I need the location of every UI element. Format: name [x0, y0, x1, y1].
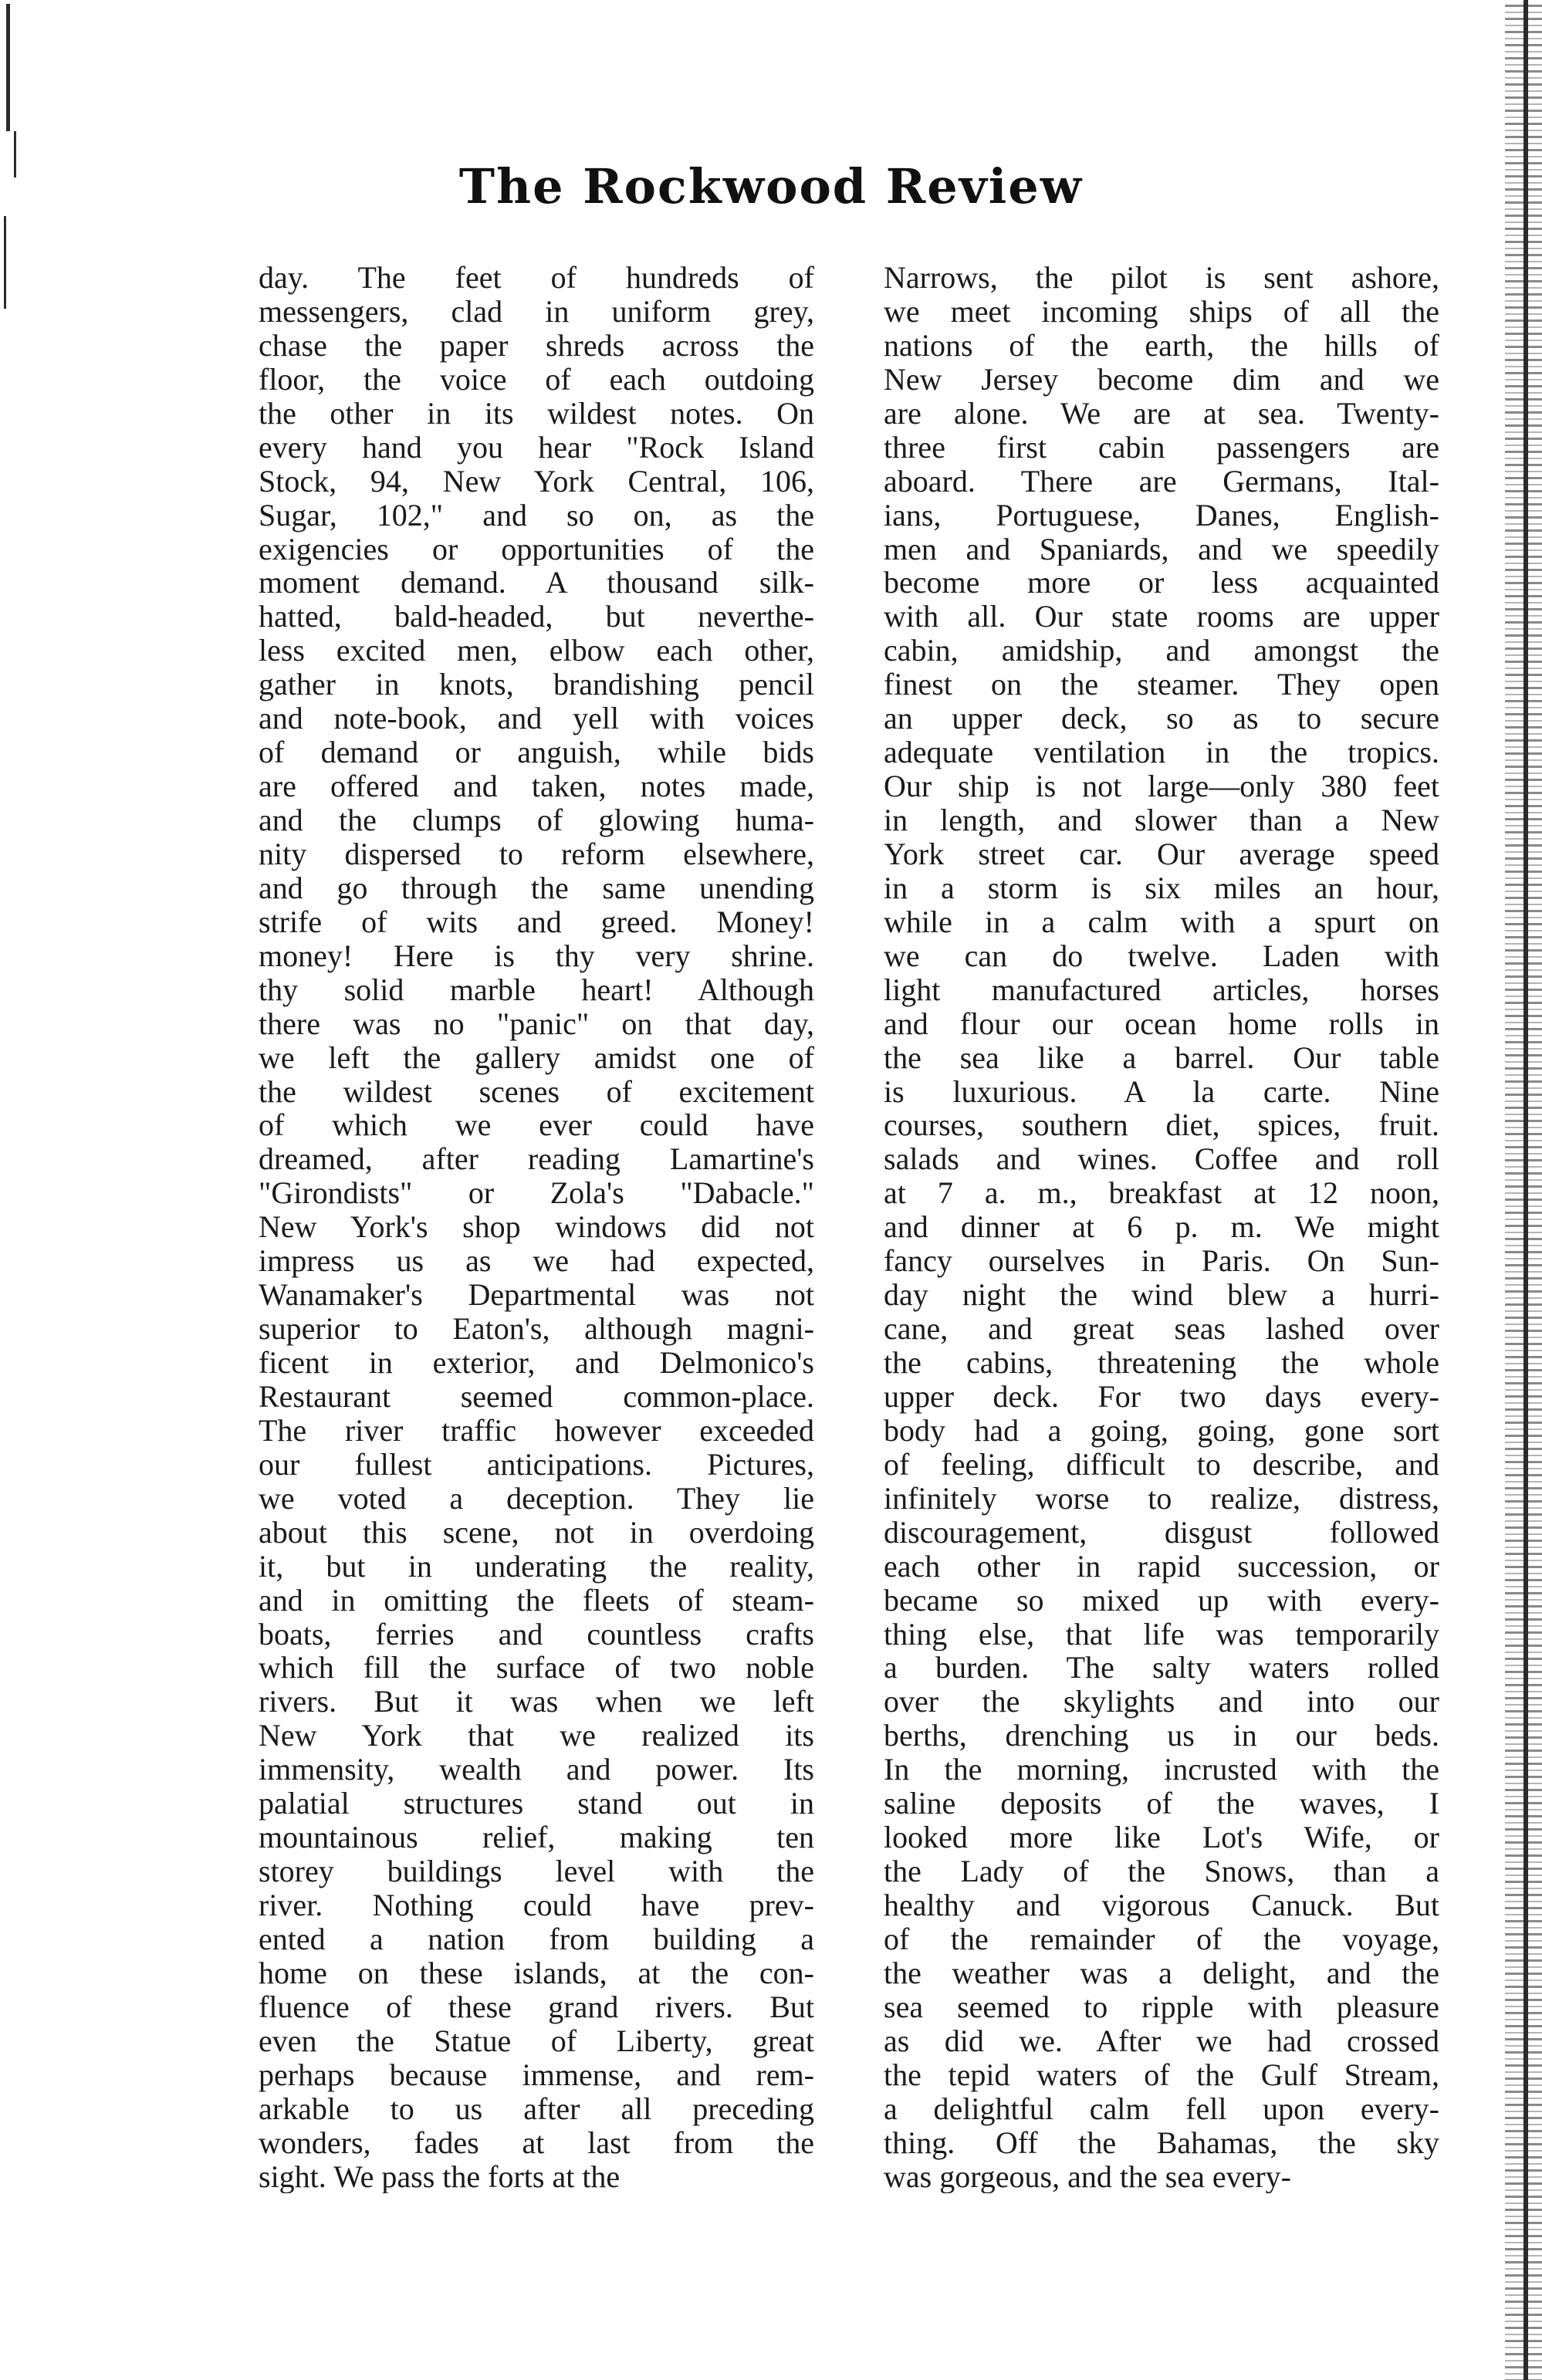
- text-line: each other in rapid succession, or: [884, 1549, 1439, 1584]
- text-line: are offered and taken, notes made,: [259, 769, 814, 803]
- text-line: are alone. We are at sea. Twenty-: [884, 396, 1439, 431]
- text-line: nity dispersed to reform elsewhere,: [259, 837, 814, 871]
- text-line: New York's shop windows did not: [259, 1210, 814, 1245]
- text-line: river. Nothing could have prev-: [259, 1888, 814, 1922]
- text-line: cane, and great seas lashed over: [884, 1312, 1439, 1346]
- text-line: courses, southern diet, spices, fruit.: [884, 1108, 1439, 1143]
- text-line: healthy and vigorous Canuck. But: [884, 1888, 1439, 1922]
- text-line: is luxurious. A la carte. Nine: [884, 1074, 1439, 1109]
- text-line: was gorgeous, and the sea every-: [884, 2159, 1291, 2194]
- text-line: a burden. The salty waters rolled: [884, 1651, 1439, 1685]
- text-line: the tepid waters of the Gulf Stream,: [884, 2057, 1439, 2092]
- text-line: the wildest scenes of excitement: [259, 1074, 814, 1109]
- text-line: discouragement, disgust followed: [884, 1515, 1439, 1550]
- text-line: mountainous relief, making ten: [259, 1820, 814, 1855]
- text-line: dreamed, after reading Lamartine's: [259, 1142, 814, 1177]
- text-line: of demand or anguish, while bids: [259, 735, 814, 770]
- text-line: we left the gallery amidst one of: [259, 1040, 814, 1075]
- text-line: New Jersey become dim and we: [884, 362, 1439, 397]
- text-line: thing. Off the Bahamas, the sky: [884, 2125, 1439, 2160]
- text-line: rivers. But it was when we left: [259, 1685, 814, 1719]
- text-line: chase the paper shreds across the: [259, 328, 814, 363]
- text-line: exigencies or opportunities of the: [259, 532, 814, 566]
- text-line: day night the wind blew a hurri-: [884, 1278, 1439, 1313]
- text-line: it, but in underating the reality,: [259, 1549, 814, 1584]
- text-line: Narrows, the pilot is sent ashore,: [884, 261, 1439, 295]
- text-line: fluence of these grand rivers. But: [259, 1990, 814, 2024]
- text-line: looked more like Lot's Wife, or: [884, 1820, 1439, 1855]
- text-line: floor, the voice of each outdoing: [259, 362, 814, 397]
- text-line: messengers, clad in uniform grey,: [259, 294, 814, 329]
- text-line: Restaurant seemed common-place.: [259, 1379, 814, 1414]
- text-line: and dinner at 6 p. m. We might: [884, 1210, 1439, 1245]
- text-line: cabin, amidship, and amongst the: [884, 634, 1439, 668]
- text-line: saline deposits of the waves, I: [884, 1787, 1439, 1821]
- text-line: an upper deck, so as to secure: [884, 701, 1439, 736]
- text-line: impress us as we had expected,: [259, 1244, 814, 1279]
- left-text-column: [259, 261, 814, 2193]
- text-line: perhaps because immense, and rem-: [259, 2057, 814, 2092]
- text-line: strife of wits and greed. Money!: [259, 904, 814, 939]
- text-line: York street car. Our average speed: [884, 837, 1439, 871]
- text-line: a delightful calm fell upon every-: [884, 2091, 1439, 2126]
- text-line: wonders, fades at last from the: [259, 2125, 814, 2160]
- text-line: the sea like a barrel. Our table: [884, 1040, 1439, 1075]
- running-header: The Rockwood Review: [458, 158, 1084, 215]
- text-line: nations of the earth, the hills of: [884, 328, 1439, 363]
- text-line: and note-book, and yell with voices: [259, 701, 814, 736]
- text-line: we meet incoming ships of all the: [884, 294, 1439, 329]
- text-line: of the remainder of the voyage,: [884, 1922, 1439, 1956]
- text-line: palatial structures stand out in: [259, 1787, 814, 1821]
- text-line: even the Statue of Liberty, great: [259, 2023, 814, 2058]
- text-line: gather in knots, brandishing pencil: [259, 668, 814, 702]
- text-line: sight. We pass the forts at the: [259, 2159, 621, 2194]
- text-line: at 7 a. m., breakfast at 12 noon,: [884, 1176, 1439, 1211]
- text-line: Wanamaker's Departmental was not: [259, 1278, 814, 1313]
- text-line: there was no "panic" on that day,: [259, 1006, 814, 1041]
- text-line: about this scene, not in overdoing: [259, 1515, 814, 1550]
- text-line: arkable to us after all preceding: [259, 2091, 814, 2126]
- text-line: Our ship is not large—only 380 feet: [884, 769, 1439, 803]
- text-line: finest on the steamer. They open: [884, 668, 1439, 702]
- text-line: ians, Portuguese, Danes, English-: [884, 498, 1439, 532]
- text-line: storey buildings level with the: [259, 1854, 814, 1888]
- text-line: in a storm is six miles an hour,: [884, 871, 1439, 905]
- text-line: our fullest anticipations. Pictures,: [259, 1447, 814, 1482]
- right-edge-scan-border-line: [1523, 0, 1528, 2380]
- text-line: In the morning, incrusted with the: [884, 1753, 1439, 1787]
- text-line: with all. Our state rooms are upper: [884, 600, 1439, 634]
- text-line: we can do twelve. Laden with: [884, 938, 1439, 973]
- text-line: of which we ever could have: [259, 1108, 814, 1143]
- text-line: New York that we realized its: [259, 1719, 814, 1753]
- text-line: aboard. There are Germans, Ital-: [884, 464, 1439, 499]
- left-margin-scan-mark: [4, 216, 6, 309]
- text-line: fancy ourselves in Paris. On Sun-: [884, 1244, 1439, 1279]
- text-line: and go through the same unending: [259, 871, 814, 905]
- text-line: body had a going, going, gone sort: [884, 1413, 1439, 1448]
- text-line: the other in its wildest notes. On: [259, 396, 814, 431]
- text-line: the weather was a delight, and the: [884, 1956, 1439, 1990]
- text-line: upper deck. For two days every-: [884, 1379, 1439, 1414]
- left-margin-scan-mark: [6, 4, 10, 131]
- text-line: The river traffic however exceeded: [259, 1413, 814, 1448]
- text-line: moment demand. A thousand silk-: [259, 566, 814, 600]
- text-line: while in a calm with a spurt on: [884, 904, 1439, 939]
- text-line: "Girondists" or Zola's "Dabacle.": [259, 1176, 814, 1211]
- text-line: men and Spaniards, and we speedily: [884, 532, 1439, 566]
- text-line: Stock, 94, New York Central, 106,: [259, 464, 814, 499]
- text-line: as did we. After we had crossed: [884, 2023, 1439, 2058]
- text-line: three first cabin passengers are: [884, 430, 1439, 465]
- text-line: of feeling, difficult to describe, and: [884, 1447, 1439, 1482]
- text-line: day. The feet of hundreds of: [259, 261, 814, 295]
- text-line: berths, drenching us in our beds.: [884, 1719, 1439, 1753]
- text-line: the Lady of the Snows, than a: [884, 1854, 1439, 1888]
- text-line: infinitely worse to realize, distress,: [884, 1481, 1439, 1516]
- text-line: become more or less acquainted: [884, 566, 1439, 600]
- text-line: every hand you hear "Rock Island: [259, 430, 814, 465]
- text-line: immensity, wealth and power. Its: [259, 1753, 814, 1787]
- text-line: over the skylights and into our: [884, 1685, 1439, 1719]
- text-line: thing else, that life was temporarily: [884, 1617, 1439, 1651]
- text-line: Sugar, 102," and so on, as the: [259, 498, 814, 532]
- text-line: sea seemed to ripple with pleasure: [884, 1990, 1439, 2024]
- text-line: and the clumps of glowing huma-: [259, 803, 814, 837]
- text-line: less excited men, elbow each other,: [259, 634, 814, 668]
- text-line: superior to Eaton's, although magni-: [259, 1312, 814, 1346]
- text-line: salads and wines. Coffee and roll: [884, 1142, 1439, 1177]
- text-line: in length, and slower than a New: [884, 803, 1439, 837]
- text-line: money! Here is thy very shrine.: [259, 938, 814, 973]
- text-line: we voted a deception. They lie: [259, 1481, 814, 1516]
- text-line: adequate ventilation in the tropics.: [884, 735, 1439, 770]
- text-line: and flour our ocean home rolls in: [884, 1006, 1439, 1041]
- text-line: ficent in exterior, and Delmonico's: [259, 1346, 814, 1380]
- text-line: hatted, bald-headed, but neverthe-: [259, 600, 814, 634]
- text-line: which fill the surface of two noble: [259, 1651, 814, 1685]
- text-line: the cabins, threatening the whole: [884, 1346, 1439, 1380]
- text-line: thy solid marble heart! Although: [259, 972, 814, 1007]
- text-line: ented a nation from building a: [259, 1922, 814, 1956]
- text-line: and in omitting the fleets of steam-: [259, 1583, 814, 1618]
- text-line: light manufactured articles, horses: [884, 972, 1439, 1007]
- text-line: boats, ferries and countless crafts: [259, 1617, 814, 1651]
- text-line: became so mixed up with every-: [884, 1583, 1439, 1618]
- text-line: home on these islands, at the con-: [259, 1956, 814, 1990]
- right-text-column: [884, 261, 1439, 2193]
